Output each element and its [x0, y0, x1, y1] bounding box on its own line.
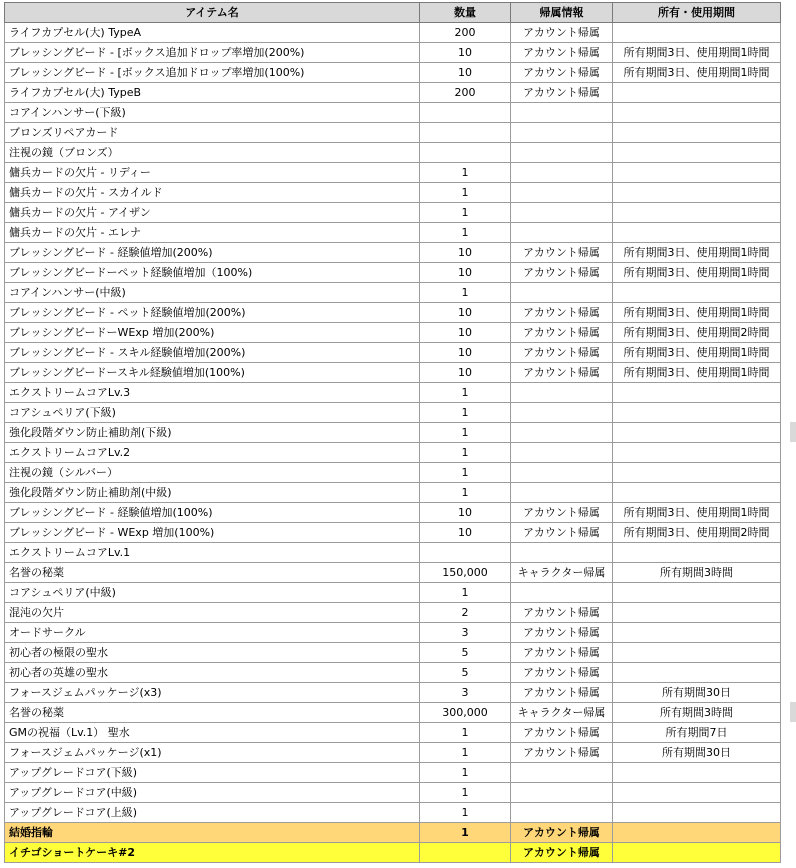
period-cell: [613, 183, 781, 203]
table-row: [5, 123, 781, 143]
header-binding-info: 帰属情報: [511, 3, 613, 23]
binding-info-cell: アカウント帰属: [511, 743, 613, 763]
quantity-cell: 10: [420, 323, 511, 343]
item-name-cell: コアインハンサー(中級): [5, 283, 420, 303]
item-name-cell: GMの祝福（Lv.1） 聖水: [5, 723, 420, 743]
table-row: [5, 523, 781, 543]
binding-info-cell: アカウント帰属: [511, 243, 613, 263]
binding-info-cell: [511, 803, 613, 823]
period-cell: [613, 643, 781, 663]
item-name-cell: コアシュペリア(中級): [5, 583, 420, 603]
item-name-cell: 傭兵カードの欠片 - スカイルド: [5, 183, 420, 203]
quantity-cell: 1: [420, 163, 511, 183]
item-name-cell: エクストリームコアLv.1: [5, 543, 420, 563]
quantity-cell: 1: [420, 403, 511, 423]
table-row: [5, 783, 781, 803]
item-name-cell: ブレッシングビード - スキル経験値増加(200%): [5, 343, 420, 363]
quantity-cell: [420, 843, 511, 863]
binding-info-cell: アカウント帰属: [511, 303, 613, 323]
binding-info-cell: アカウント帰属: [511, 83, 613, 103]
item-name-cell: 強化段階ダウン防止補助剤(中級): [5, 483, 420, 503]
table-row: [5, 243, 781, 263]
table-row: [5, 543, 781, 563]
table-row: [5, 223, 781, 243]
binding-info-cell: [511, 543, 613, 563]
period-cell: [613, 803, 781, 823]
item-name-cell: 初心者の英雄の聖水: [5, 663, 420, 683]
quantity-cell: 1: [420, 443, 511, 463]
item-name-cell: ブレッシングビード - [ボックス追加ドロップ率増加(200%): [5, 43, 420, 63]
quantity-cell: 300,000: [420, 703, 511, 723]
quantity-cell: 1: [420, 583, 511, 603]
period-cell: [613, 143, 781, 163]
table-row: [5, 683, 781, 703]
item-name-cell: 傭兵カードの欠片 - リディー: [5, 163, 420, 183]
table-row: [5, 43, 781, 63]
binding-info-cell: [511, 483, 613, 503]
table-row: [5, 563, 781, 583]
adjacent-column-edge: [790, 422, 796, 442]
table-row: [5, 443, 781, 463]
table-row: [5, 743, 781, 763]
period-cell: [613, 443, 781, 463]
quantity-cell: 200: [420, 83, 511, 103]
adjacent-column-edge: [790, 702, 796, 722]
binding-info-cell: アカウント帰属: [511, 603, 613, 623]
quantity-cell: 10: [420, 263, 511, 283]
binding-info-cell: アカウント帰属: [511, 823, 613, 843]
quantity-cell: [420, 543, 511, 563]
item-name-cell: オードサークル: [5, 623, 420, 643]
period-cell: 所有期間3日、使用期間1時間: [613, 43, 781, 63]
quantity-cell: 1: [420, 743, 511, 763]
binding-info-cell: アカウント帰属: [511, 723, 613, 743]
item-name-cell: 注視の鏡（ブロンズ）: [5, 143, 420, 163]
binding-info-cell: [511, 583, 613, 603]
binding-info-cell: [511, 163, 613, 183]
quantity-cell: [420, 143, 511, 163]
header-item-name: アイテム名: [5, 3, 420, 23]
table-row: [5, 63, 781, 83]
quantity-cell: 3: [420, 623, 511, 643]
period-cell: [613, 663, 781, 683]
table-row: [5, 723, 781, 743]
item-name-cell: 初心者の極限の聖水: [5, 643, 420, 663]
table-row: [5, 263, 781, 283]
item-name-cell: ブレッシングビードースキル経験値増加(100%): [5, 363, 420, 383]
period-cell: [613, 483, 781, 503]
quantity-cell: 1: [420, 203, 511, 223]
period-cell: 所有期間3日、使用期間1時間: [613, 503, 781, 523]
table-row: [5, 303, 781, 323]
table-row: [5, 803, 781, 823]
quantity-cell: 1: [420, 383, 511, 403]
period-cell: [613, 583, 781, 603]
item-name-cell: 傭兵カードの欠片 - エレナ: [5, 223, 420, 243]
quantity-cell: 1: [420, 783, 511, 803]
period-cell: 所有期間30日: [613, 743, 781, 763]
header-row: [5, 3, 781, 23]
quantity-cell: 10: [420, 503, 511, 523]
quantity-cell: 1: [420, 483, 511, 503]
header-quantity: 数量: [420, 3, 511, 23]
period-cell: [613, 383, 781, 403]
item-name-cell: イチゴショートケーキ#2: [5, 843, 420, 863]
period-cell: [613, 623, 781, 643]
binding-info-cell: [511, 283, 613, 303]
table-row: [5, 323, 781, 343]
period-cell: [613, 783, 781, 803]
table-row: [5, 163, 781, 183]
period-cell: 所有期間3日、使用期間1時間: [613, 263, 781, 283]
table-row: [5, 463, 781, 483]
table-row: [5, 843, 781, 863]
item-table: [4, 2, 781, 863]
binding-info-cell: キャラクター帰属: [511, 563, 613, 583]
binding-info-cell: [511, 223, 613, 243]
quantity-cell: 10: [420, 363, 511, 383]
item-name-cell: ライフカプセル(大) TypeA: [5, 23, 420, 43]
period-cell: 所有期間3日、使用期間2時間: [613, 523, 781, 543]
item-name-cell: コアシュペリア(下級): [5, 403, 420, 423]
binding-info-cell: [511, 143, 613, 163]
quantity-cell: 1: [420, 423, 511, 443]
item-name-cell: 強化段階ダウン防止補助剤(下級): [5, 423, 420, 443]
quantity-cell: [420, 103, 511, 123]
period-cell: 所有期間3日、使用期間1時間: [613, 243, 781, 263]
period-cell: [613, 163, 781, 183]
item-name-cell: 名誉の秘薬: [5, 703, 420, 723]
item-name-cell: コアインハンサー(下級): [5, 103, 420, 123]
quantity-cell: 1: [420, 223, 511, 243]
period-cell: 所有期間3日、使用期間1時間: [613, 363, 781, 383]
table-row: [5, 703, 781, 723]
binding-info-cell: [511, 423, 613, 443]
quantity-cell: 2: [420, 603, 511, 623]
period-cell: [613, 103, 781, 123]
quantity-cell: [420, 123, 511, 143]
period-cell: [613, 463, 781, 483]
table-row: [5, 283, 781, 303]
quantity-cell: 1: [420, 283, 511, 303]
binding-info-cell: [511, 763, 613, 783]
header-period: 所有・使用期間: [613, 3, 781, 23]
binding-info-cell: [511, 203, 613, 223]
binding-info-cell: アカウント帰属: [511, 43, 613, 63]
item-name-cell: ブレッシングビード - 経験値増加(100%): [5, 503, 420, 523]
quantity-cell: 1: [420, 183, 511, 203]
period-cell: [613, 763, 781, 783]
table-row: [5, 403, 781, 423]
quantity-cell: 3: [420, 683, 511, 703]
quantity-cell: 10: [420, 243, 511, 263]
period-cell: 所有期間3日、使用期間2時間: [613, 323, 781, 343]
binding-info-cell: アカウント帰属: [511, 63, 613, 83]
quantity-cell: 10: [420, 43, 511, 63]
binding-info-cell: アカウント帰属: [511, 663, 613, 683]
binding-info-cell: [511, 403, 613, 423]
item-name-cell: フォースジェムパッケージ(x3): [5, 683, 420, 703]
binding-info-cell: [511, 123, 613, 143]
quantity-cell: 10: [420, 523, 511, 543]
item-name-cell: 混沌の欠片: [5, 603, 420, 623]
quantity-cell: 5: [420, 643, 511, 663]
table-row: [5, 343, 781, 363]
quantity-cell: 1: [420, 763, 511, 783]
item-name-cell: 注視の鏡（シルバー）: [5, 463, 420, 483]
quantity-cell: 200: [420, 23, 511, 43]
period-cell: [613, 603, 781, 623]
item-name-cell: ブレッシングビードーWExp 増加(200%): [5, 323, 420, 343]
item-name-cell: ブレッシングビード - WExp 増加(100%): [5, 523, 420, 543]
item-name-cell: フォースジェムパッケージ(x1): [5, 743, 420, 763]
table-row: [5, 483, 781, 503]
period-cell: [613, 203, 781, 223]
item-name-cell: アップグレードコア(上級): [5, 803, 420, 823]
binding-info-cell: アカウント帰属: [511, 263, 613, 283]
period-cell: 所有期間7日: [613, 723, 781, 743]
period-cell: [613, 223, 781, 243]
binding-info-cell: [511, 103, 613, 123]
quantity-cell: 1: [420, 463, 511, 483]
period-cell: 所有期間3時間: [613, 563, 781, 583]
quantity-cell: 1: [420, 723, 511, 743]
item-name-cell: 名誉の秘薬: [5, 563, 420, 583]
binding-info-cell: アカウント帰属: [511, 523, 613, 543]
binding-info-cell: アカウント帰属: [511, 363, 613, 383]
item-name-cell: ブレッシングビード - 経験値増加(200%): [5, 243, 420, 263]
item-name-cell: 傭兵カードの欠片 - アイザン: [5, 203, 420, 223]
period-cell: [613, 543, 781, 563]
binding-info-cell: アカウント帰属: [511, 503, 613, 523]
binding-info-cell: キャラクター帰属: [511, 703, 613, 723]
table-row: [5, 603, 781, 623]
item-name-cell: ライフカプセル(大) TypeB: [5, 83, 420, 103]
item-rows: [5, 23, 781, 863]
quantity-cell: 10: [420, 303, 511, 323]
item-name-cell: ブレッシングビード - [ボックス追加ドロップ率増加(100%): [5, 63, 420, 83]
item-name-cell: エクストリームコアLv.3: [5, 383, 420, 403]
quantity-cell: 10: [420, 343, 511, 363]
quantity-cell: 1: [420, 823, 511, 843]
quantity-cell: 5: [420, 663, 511, 683]
binding-info-cell: [511, 383, 613, 403]
binding-info-cell: [511, 783, 613, 803]
quantity-cell: 10: [420, 63, 511, 83]
item-name-cell: ブレッシングビードーペット経験値増加（100%): [5, 263, 420, 283]
binding-info-cell: アカウント帰属: [511, 683, 613, 703]
period-cell: [613, 423, 781, 443]
table-row: [5, 23, 781, 43]
item-name-cell: 結婚指輪: [5, 823, 420, 843]
table-row: [5, 583, 781, 603]
binding-info-cell: [511, 443, 613, 463]
table-row: [5, 143, 781, 163]
binding-info-cell: アカウント帰属: [511, 623, 613, 643]
binding-info-cell: [511, 463, 613, 483]
binding-info-cell: アカウント帰属: [511, 23, 613, 43]
table-row: [5, 363, 781, 383]
table-row: [5, 423, 781, 443]
table-row: [5, 643, 781, 663]
table-row: [5, 503, 781, 523]
period-cell: 所有期間3日、使用期間1時間: [613, 63, 781, 83]
binding-info-cell: アカウント帰属: [511, 343, 613, 363]
period-cell: 所有期間3日、使用期間1時間: [613, 343, 781, 363]
quantity-cell: 150,000: [420, 563, 511, 583]
binding-info-cell: アカウント帰属: [511, 323, 613, 343]
binding-info-cell: [511, 183, 613, 203]
period-cell: 所有期間3日、使用期間1時間: [613, 303, 781, 323]
table-row: [5, 763, 781, 783]
item-name-cell: ブロンズリペアカード: [5, 123, 420, 143]
period-cell: [613, 83, 781, 103]
period-cell: [613, 123, 781, 143]
item-name-cell: アップグレードコア(下級): [5, 763, 420, 783]
table-row: [5, 83, 781, 103]
table-row: [5, 103, 781, 123]
table-row: [5, 383, 781, 403]
table-row: [5, 663, 781, 683]
table-row: [5, 823, 781, 843]
item-name-cell: アップグレードコア(中級): [5, 783, 420, 803]
table-row: [5, 623, 781, 643]
table-row: [5, 203, 781, 223]
period-cell: [613, 823, 781, 843]
item-name-cell: ブレッシングビード - ペット経験値増加(200%): [5, 303, 420, 323]
period-cell: [613, 843, 781, 863]
period-cell: [613, 283, 781, 303]
quantity-cell: 1: [420, 803, 511, 823]
binding-info-cell: アカウント帰属: [511, 843, 613, 863]
table-row: [5, 183, 781, 203]
binding-info-cell: アカウント帰属: [511, 643, 613, 663]
period-cell: [613, 403, 781, 423]
period-cell: 所有期間3時間: [613, 703, 781, 723]
period-cell: [613, 23, 781, 43]
item-name-cell: エクストリームコアLv.2: [5, 443, 420, 463]
period-cell: 所有期間30日: [613, 683, 781, 703]
